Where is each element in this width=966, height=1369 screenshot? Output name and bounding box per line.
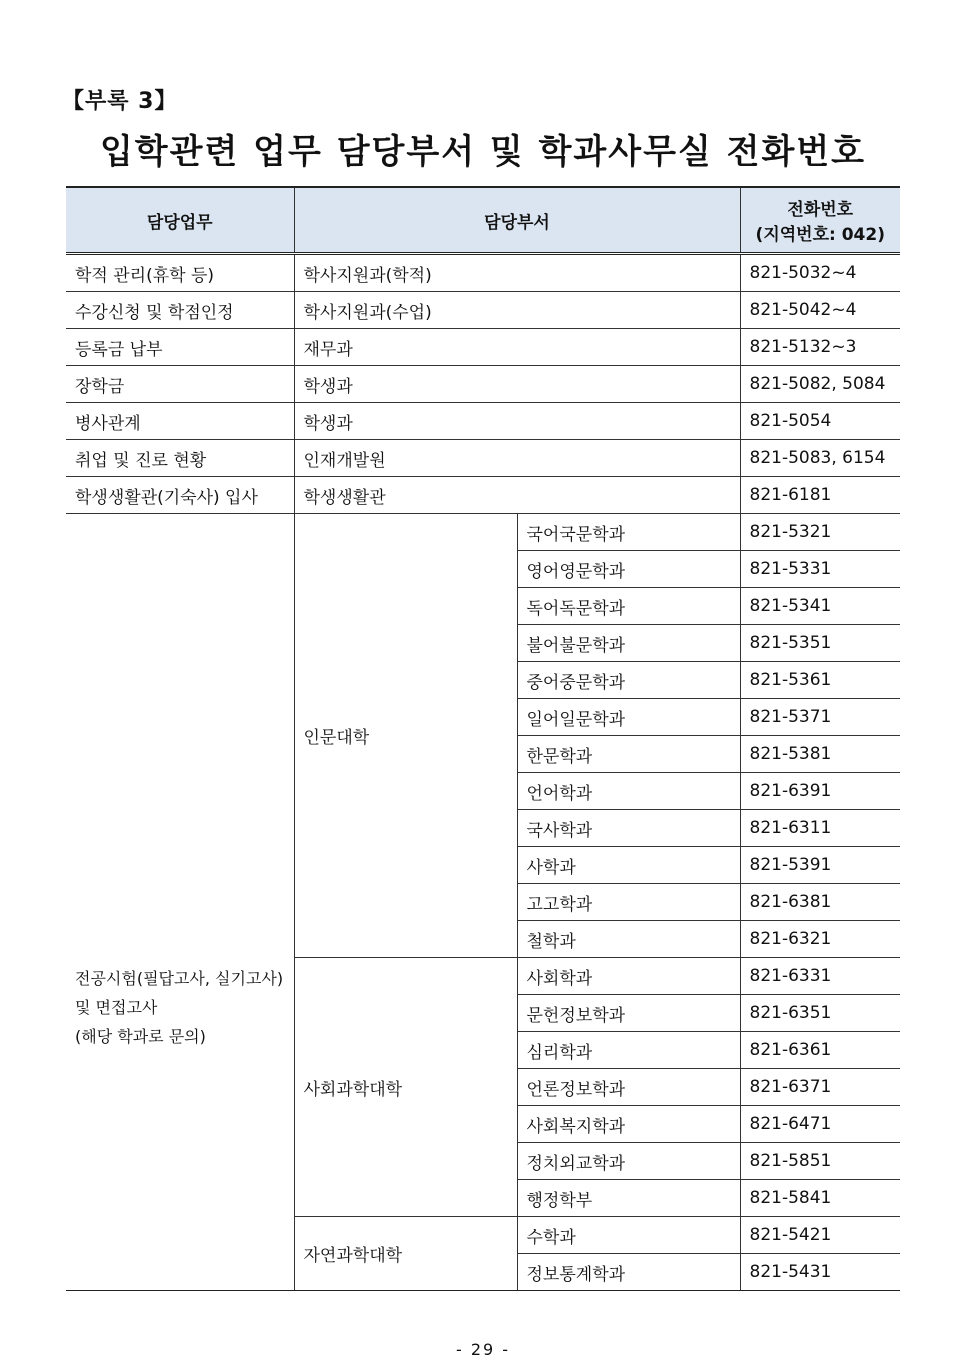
phone-cell: 821-5082, 5084 — [740, 366, 900, 403]
dept-cell: 학사지원과(학적) — [294, 254, 740, 292]
page-title: 입학관련 업무 담당부서 및 학과사무실 전화번호 — [99, 132, 867, 172]
page-number: - 29 - — [455, 1340, 511, 1359]
phone-cell: 821-6311 — [740, 810, 900, 847]
department-cell: 사회복지학과 — [517, 1106, 740, 1143]
phone-cell: 821-6351 — [740, 995, 900, 1032]
department-cell: 사회학과 — [517, 958, 740, 995]
table-row — [66, 254, 900, 292]
table-header-row — [66, 187, 900, 254]
task-cell: 장학금 — [66, 366, 294, 403]
phone-cell: 821-6371 — [740, 1069, 900, 1106]
header-phone — [740, 187, 900, 254]
dept-cell: 재무과 — [294, 329, 740, 366]
header-phone-line2: (지역번호: 042) — [755, 225, 885, 245]
department-cell: 국어국문학과 — [517, 514, 740, 551]
phone-cell: 821-5032~4 — [740, 254, 900, 292]
department-cell: 국사학과 — [517, 810, 740, 847]
phone-cell: 821-5351 — [740, 625, 900, 662]
table-row — [66, 366, 900, 403]
dept-cell: 학생생활관 — [294, 477, 740, 514]
header-phone-line1: 전화번호 — [787, 200, 854, 220]
task-cell: 수강신청 및 학점인정 — [66, 292, 294, 329]
phone-cell: 821-6331 — [740, 958, 900, 995]
dept-cell: 학생과 — [294, 366, 740, 403]
phone-cell: 821-6361 — [740, 1032, 900, 1069]
college-cell: 자연과학대학 — [294, 1217, 517, 1291]
phone-cell: 821-5341 — [740, 588, 900, 625]
task-cell: 취업 및 진로 현황 — [66, 440, 294, 477]
department-cell: 철학과 — [517, 921, 740, 958]
phone-cell: 821-5132~3 — [740, 329, 900, 366]
task-cell: 등록금 납부 — [66, 329, 294, 366]
exam-task-line3: (해당 학과로 문의) — [75, 1026, 206, 1046]
department-cell: 영어영문학과 — [517, 551, 740, 588]
exam-task-line1: 전공시험(필답고사, 실기고사) — [75, 968, 284, 988]
department-cell: 사학과 — [517, 847, 740, 884]
phone-cell: 821-5361 — [740, 662, 900, 699]
header-department: 담당부서 — [294, 187, 740, 254]
phone-cell: 821-5421 — [740, 1217, 900, 1254]
department-cell: 언론정보학과 — [517, 1069, 740, 1106]
table-row — [66, 514, 900, 551]
phone-cell: 821-6471 — [740, 1106, 900, 1143]
table-row — [66, 440, 900, 477]
table-row — [66, 403, 900, 440]
department-cell: 행정학부 — [517, 1180, 740, 1217]
phone-cell: 821-5391 — [740, 847, 900, 884]
department-cell: 수학과 — [517, 1217, 740, 1254]
exam-task-line2: 및 면접고사 — [75, 997, 158, 1017]
department-cell: 문헌정보학과 — [517, 995, 740, 1032]
department-cell: 중어중문학과 — [517, 662, 740, 699]
table-row — [66, 477, 900, 514]
department-cell: 심리학과 — [517, 1032, 740, 1069]
department-cell: 일어일문학과 — [517, 699, 740, 736]
table-row — [66, 292, 900, 329]
phone-cell: 821-5371 — [740, 699, 900, 736]
phone-cell: 821-5851 — [740, 1143, 900, 1180]
header-task: 담당업무 — [66, 187, 294, 254]
phone-cell: 821-5381 — [740, 736, 900, 773]
task-cell: 학적 관리(휴학 등) — [66, 254, 294, 292]
department-cell: 불어불문학과 — [517, 625, 740, 662]
appendix-label: 【부록 3】 — [62, 89, 178, 114]
exam-task-cell — [66, 514, 294, 1291]
phone-cell: 821-5042~4 — [740, 292, 900, 329]
phone-cell: 821-6391 — [740, 773, 900, 810]
dept-cell: 인재개발원 — [294, 440, 740, 477]
phone-cell: 821-5431 — [740, 1254, 900, 1291]
college-cell: 사회과학대학 — [294, 958, 517, 1217]
phone-cell: 821-6381 — [740, 884, 900, 921]
dept-cell: 학사지원과(수업) — [294, 292, 740, 329]
task-cell: 병사관계 — [66, 403, 294, 440]
phone-cell: 821-5054 — [740, 403, 900, 440]
phone-cell: 821-5083, 6154 — [740, 440, 900, 477]
phone-cell: 821-5841 — [740, 1180, 900, 1217]
department-cell: 언어학과 — [517, 773, 740, 810]
department-cell: 정보통계학과 — [517, 1254, 740, 1291]
department-cell: 한문학과 — [517, 736, 740, 773]
phone-cell: 821-6181 — [740, 477, 900, 514]
task-cell: 학생생활관(기숙사) 입사 — [66, 477, 294, 514]
department-cell: 고고학과 — [517, 884, 740, 921]
department-cell: 정치외교학과 — [517, 1143, 740, 1180]
phone-cell: 821-5331 — [740, 551, 900, 588]
phone-cell: 821-5321 — [740, 514, 900, 551]
phone-cell: 821-6321 — [740, 921, 900, 958]
table-row — [66, 329, 900, 366]
college-cell: 인문대학 — [294, 514, 517, 958]
department-cell: 독어독문학과 — [517, 588, 740, 625]
contact-table — [66, 186, 900, 1291]
dept-cell: 학생과 — [294, 403, 740, 440]
